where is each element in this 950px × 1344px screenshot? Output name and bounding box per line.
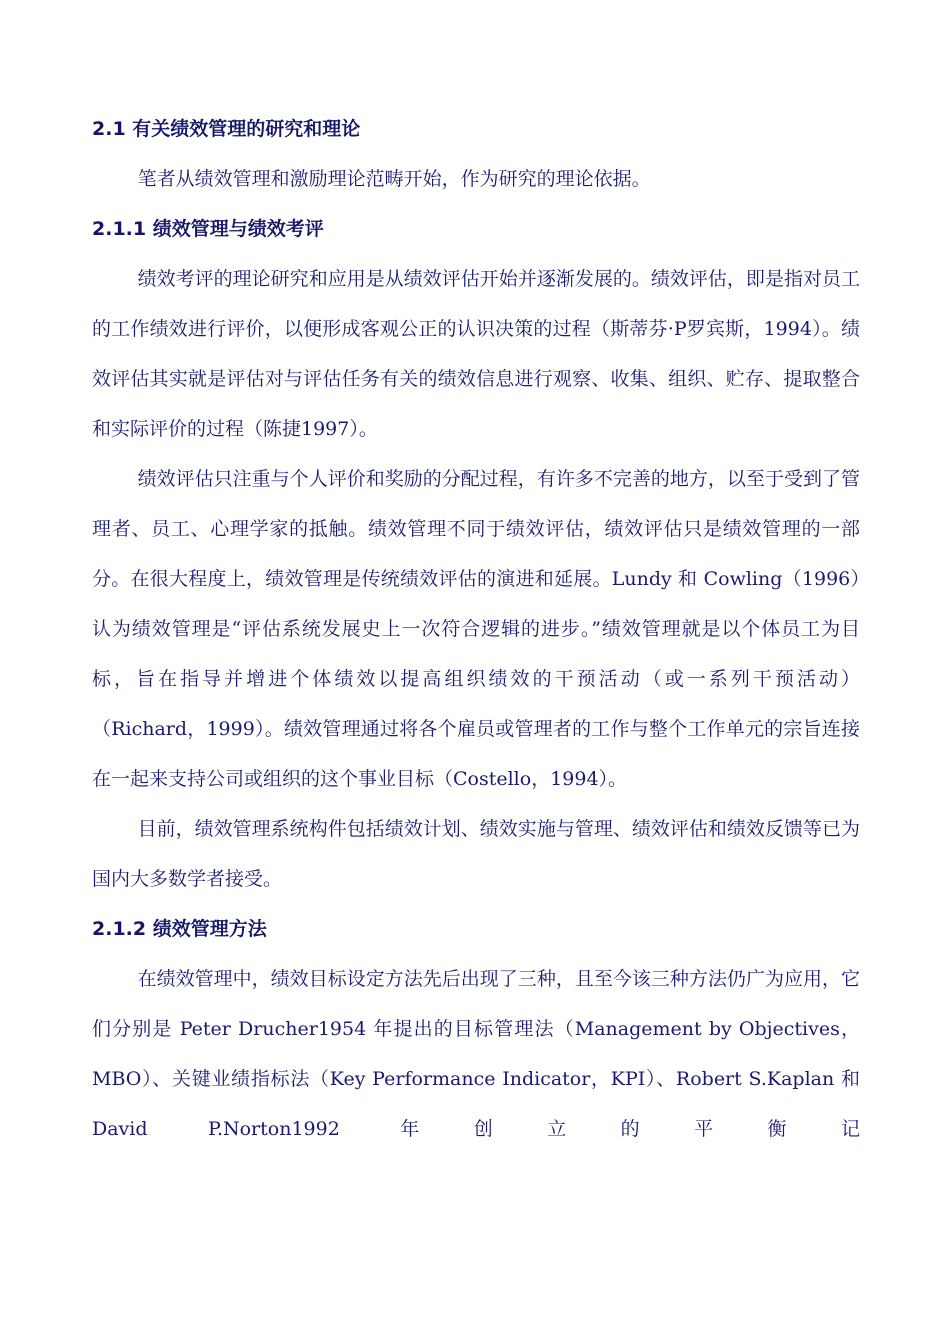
- document-page: [92, 104, 860, 1154]
- section-2-1-2-paragraph-1: 在绩效管理中，绩效目标设定方法先后出现了三种，且至今该三种方法仍广为应用，它们分别是 Peter Drucher1954 年提出的目标管理法（Management by Objectives，MBO）、关键业绩指标法（Key Performance Indicator，KPI）、Robert S.Kaplan 和 David P.Norton1992 年创立的平衡记: [92, 968, 860, 1140]
- section-heading-2-1-1: 2.1.1 绩效管理与绩效考评: [92, 218, 324, 240]
- section-2-1-1-paragraph-1: 绩效考评的理论研究和应用是从绩效评估开始并逐渐发展的。绩效评估，即是指对员工的工作绩效进行评价，以便形成客观公正的认识决策的过程（斯蒂芬·P罗宾斯，1994）。绩效评估其实就是评估对与评估任务有关的绩效信息进行观察、收集、组织、贮存、提取整合和实际评价的过程（陈捷1997）。: [92, 268, 860, 440]
- section-2-1-1-paragraph-3: 目前，绩效管理系统构件包括绩效计划、绩效实施与管理、绩效评估和绩效反馈等已为国内大多数学者接受。: [92, 818, 860, 890]
- section-2-1-1-paragraph-2: 绩效评估只注重与个人评价和奖励的分配过程，有许多不完善的地方，以至于受到了管理者、员工、心理学家的抵触。绩效管理不同于绩效评估，绩效评估只是绩效管理的一部分。在很大程度上，绩效管理是传统绩效评估的演进和延展。Lundy 和 Cowling（1996）认为绩效管理是“评估系统发展史上一次符合逻辑的进步。”绩效管理就是以个体员工为目标，旨在指导并增进个体绩效以提高组织绩效的干预活动（或一系列干预活动）（Richard，1999）。绩效管理通过将各个雇员或管理者的工作与整个工作单元的宗旨连接在一起来支持公司或组织的这个事业目标（Costello，1994）。: [92, 468, 860, 790]
- section-2-1-intro-paragraph: 笔者从绩效管理和激励理论范畴开始，作为研究的理论依据。: [137, 168, 651, 190]
- section-heading-2-1-2: 2.1.2 绩效管理方法: [92, 918, 267, 940]
- section-heading-2-1: 2.1 有关绩效管理的研究和理论: [92, 118, 361, 140]
